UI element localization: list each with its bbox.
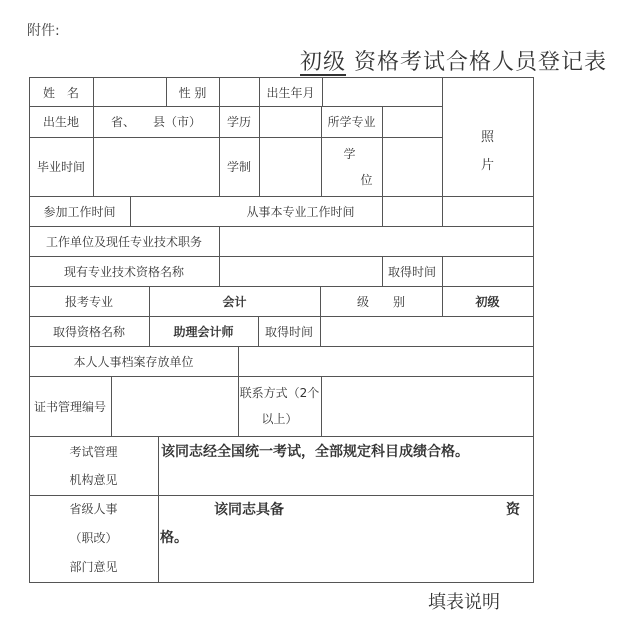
degree-label-1: 学 — [343, 146, 356, 161]
qual-time-field[interactable] — [320, 316, 533, 346]
hr-opinion-qual: 资 — [506, 502, 520, 518]
gender-field[interactable] — [219, 77, 259, 107]
current-qual-label: 现有专业技术资格名称 — [63, 264, 184, 279]
graduation-field[interactable] — [93, 137, 219, 196]
level-value: 初级 — [475, 294, 500, 309]
education-label: 学历 — [226, 115, 251, 129]
degree-field[interactable] — [382, 137, 442, 196]
schooling-field[interactable] — [259, 137, 321, 196]
attachment-label: 附件: — [27, 23, 60, 39]
education-field[interactable] — [259, 106, 321, 137]
obtained-time-label: 取得时间 — [387, 264, 436, 279]
photo-area[interactable] — [442, 77, 533, 227]
cert-no-label: 证书管理编号 — [33, 399, 106, 414]
current-qual-field[interactable] — [219, 256, 382, 286]
fill-instructions-heading: 填表说明 — [428, 592, 500, 613]
level-label: 级 别 — [356, 294, 405, 309]
degree-label — [321, 137, 382, 196]
graduation-label: 毕业时间 — [36, 160, 85, 174]
degree-label-2: 位 — [360, 172, 373, 187]
exam-major-value: 会计 — [222, 294, 247, 309]
archive-label: 本人人事档案存放单位 — [73, 354, 194, 369]
photo-label-1: 照 — [480, 130, 494, 145]
contact-label-2: 以上） — [261, 412, 298, 426]
major-field[interactable] — [382, 106, 442, 137]
obtained-time-field[interactable] — [442, 256, 533, 286]
qual-name-label: 取得资格名称 — [52, 324, 125, 339]
v-line-right — [533, 77, 534, 583]
career-time-field[interactable] — [382, 196, 442, 226]
exam-org-label-1: 考试管理 — [69, 444, 118, 459]
birthplace-label: 出生地 — [42, 115, 79, 129]
contact-field[interactable] — [321, 376, 533, 436]
schooling-label: 学制 — [226, 160, 251, 174]
exam-org-opinion: 该同志经全国统一考试，全部规定科目成绩合格。 — [161, 444, 469, 460]
hr-opinion-end: 格。 — [160, 530, 188, 546]
hr-opinion-start: 该同志具备 — [214, 502, 284, 518]
exam-org-label — [29, 436, 158, 495]
h-line — [29, 582, 534, 583]
photo-label-2: 片 — [480, 158, 494, 173]
work-start-field[interactable] — [130, 196, 219, 226]
gender-label: 性 别 — [178, 85, 207, 100]
cert-no-field[interactable] — [111, 376, 238, 436]
title-text: 资格考试合格人员登记表 — [346, 50, 608, 75]
hr-dept-label-1: 省级人事 — [69, 502, 118, 516]
birth-label: 出生年月 — [266, 85, 315, 100]
employer-title-label: 工作单位及现任专业技术职务 — [45, 234, 202, 249]
contact-label-1: 联系方式（2个 — [239, 386, 320, 400]
hr-dept-label-2: （职改） — [69, 531, 118, 545]
name-field[interactable] — [93, 77, 166, 107]
work-start-label: 参加工作时间 — [43, 204, 116, 219]
employer-title-field[interactable] — [219, 226, 533, 256]
name-label: 姓 名 — [42, 85, 79, 100]
exam-major-label: 报考专业 — [64, 294, 113, 309]
career-time-label: 从事本专业工作时间 — [246, 204, 355, 219]
hr-dept-label — [29, 495, 158, 582]
birth-field[interactable] — [322, 77, 442, 107]
archive-field[interactable] — [238, 346, 533, 376]
hr-dept-label-3: 部门意见 — [69, 560, 118, 574]
qual-name-value: 助理会计师 — [173, 324, 234, 339]
exam-org-label-2: 机构意见 — [69, 472, 118, 487]
birthplace-field[interactable]: 省、 县（市） — [110, 115, 201, 129]
major-label: 所学专业 — [327, 115, 376, 129]
contact-label — [238, 376, 321, 436]
title-level: 初级 — [300, 50, 347, 75]
qual-time-label: 取得时间 — [264, 324, 313, 339]
